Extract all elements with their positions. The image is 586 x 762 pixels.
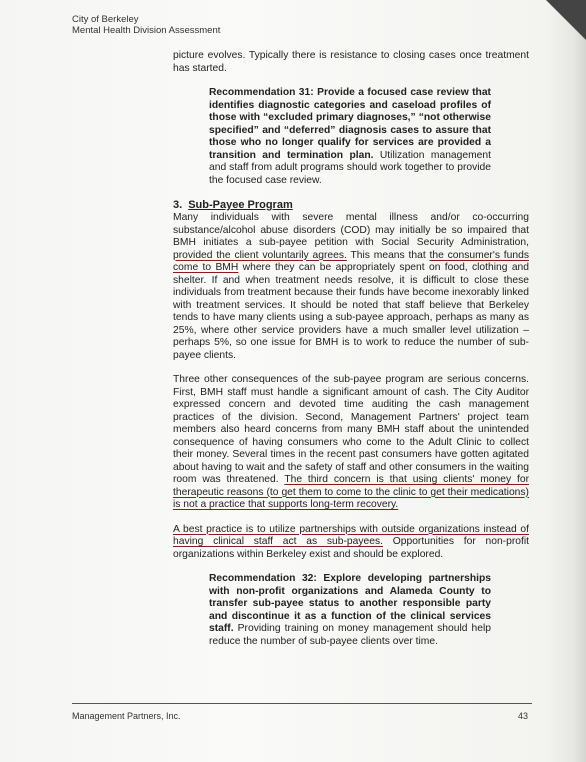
recommendation-31-text: Utilization management and staff from adult programs should work together to provide the focused case review. xyxy=(209,149,492,186)
section-heading xyxy=(173,199,529,212)
page-corner-fold xyxy=(546,0,586,40)
recommendation-31 xyxy=(209,87,491,187)
header-city: City of Berkeley xyxy=(72,14,139,25)
recommendation-32-bold: Recommendation 32: Explore developing partnerships with non-profit organizations and Alameda County to transfer sub-payee status to another responsible party and discontinue it as a function of the clinical services staff. xyxy=(209,573,491,634)
page-edge-shadow xyxy=(546,0,586,762)
spacer xyxy=(173,512,529,524)
page-number: 43 xyxy=(517,711,528,721)
section-title: Sub-Payee Program xyxy=(188,199,293,211)
sub-payee-paragraph-1 xyxy=(173,212,529,362)
para2-underlined-third-concern: The third concern is that using clients' money for therapeutic reasons (to get them to come to the clinic to get their medications) is not a practice that supports long-term recovery. xyxy=(173,474,530,510)
para1-text-b: This means that xyxy=(346,249,430,261)
best-practice-paragraph xyxy=(173,524,529,562)
recommendation-32 xyxy=(209,573,491,648)
para3-text: Opportunities for non-profit organizations within Berkeley exist and should be explored. xyxy=(173,536,529,560)
recommendation-31-bold: Recommendation 31: Provide a focused case review that identifies diagnostic categories and caseload profiles of those with “excluded primary diagnoses,” “not otherwise specified” and “deferred” diagnosis cases to assure that those who no longer qualify for services are provided a transition and termination plan. xyxy=(209,87,491,161)
footer-org: Management Partners, Inc. xyxy=(72,711,181,721)
recommendation-32-text: Providing training on money management should help reduce the number of sub-payee clients over time. xyxy=(209,623,491,647)
para1-underlined-funds: the consumer's funds come to BMH xyxy=(173,249,529,273)
page-body xyxy=(173,50,529,648)
para2-text-a: Three other consequences of the sub-payee program are serious concerns. First, BMH staff must handle a significant amount of cash. The City Auditor expressed concern and devoted time auditing the cash management practices of the division. Second, Management Partners' project team members also heard concerns from many BMH staff about the unintended consequence of having consumers who come to the Adult Clinic to collect their money. Several times in the recent past consumers have gotten agitated about having to wait and the safety of staff and other consumers in the waiting room was threatened. xyxy=(173,374,529,485)
para1-text-c: where they can be appropriately spent on food, clothing and shelter. If and when treatment needs resolve, it is difficult to close these individuals from treatment because their funds have become inexorably linked with treatment services. It should be noted that staff believe that Berkeley tends to have many clients using a sub-payee approach, perhaps as many as 25%, where other service providers have a much smaller level utilization – perhaps 5%, so one issue for BMH is to work to reduce the number of sub-payee clients. xyxy=(173,262,529,361)
header-report-title: Mental Health Division Assessment xyxy=(72,25,221,36)
intro-paragraph: picture evolves. Typically there is resistance to closing cases once treatment has started. xyxy=(173,50,529,74)
footer-rule xyxy=(72,703,532,704)
para1-text-a: Many individuals with severe mental illness and/or co-occurring substance/alcohol abuse disorders (COD) may initially be so impaired that BMH initiates a sub-payee petition with Social Security Administration, xyxy=(173,212,529,248)
para3-underlined-best-practice: A best practice is to utilize partnerships with outside organizations instead of having clinical staff act as sub-payees. xyxy=(173,523,529,547)
sub-payee-paragraph-2 xyxy=(173,374,529,512)
page-header xyxy=(72,14,220,36)
para1-underlined-consent: provided the client voluntarily agrees. xyxy=(173,249,347,261)
section-number: 3. xyxy=(173,199,183,211)
spacer xyxy=(173,362,529,374)
